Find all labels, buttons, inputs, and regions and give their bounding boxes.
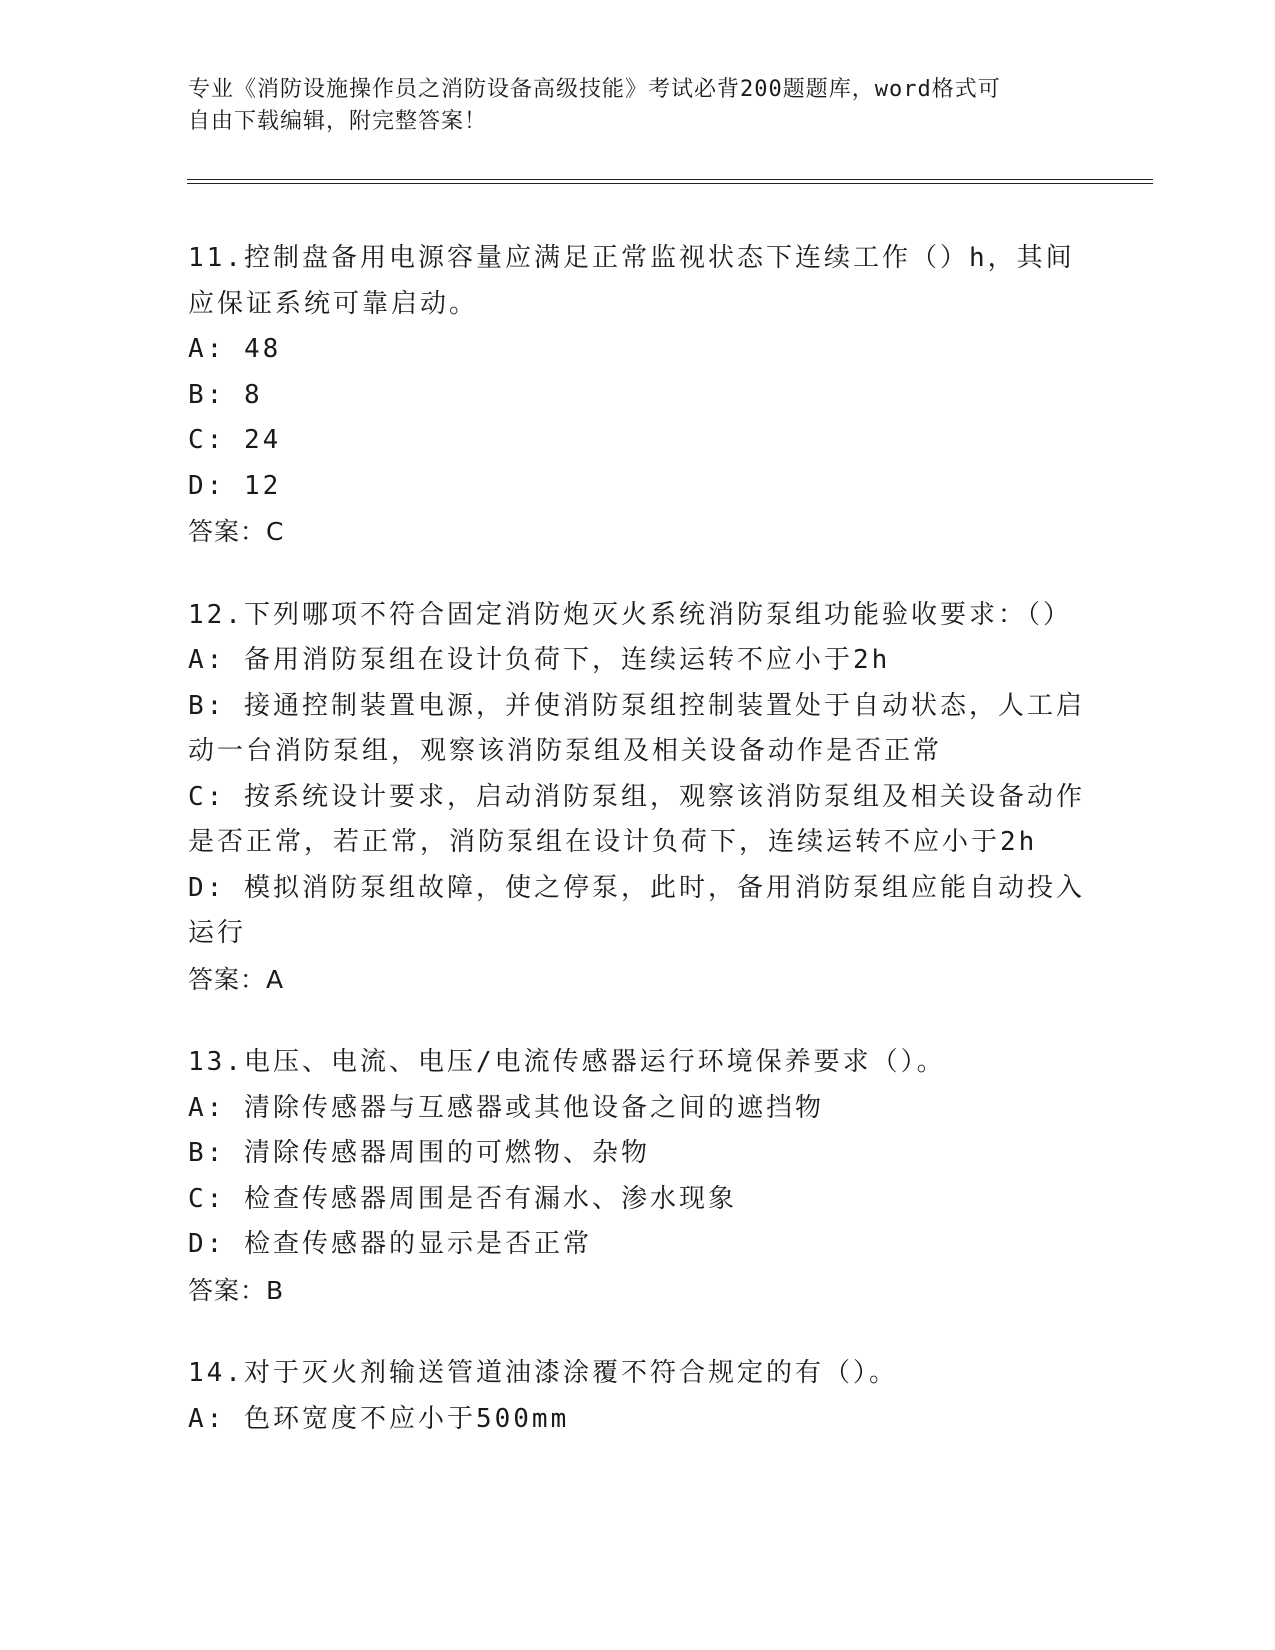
answer-text: 答案：C bbox=[188, 517, 285, 546]
header-line-2: 自由下载编辑，附完整答案！ bbox=[188, 109, 488, 134]
option-text: 是否正常，若正常，消防泵组在设计负荷下，连续运转不应小于2h bbox=[188, 827, 1038, 857]
option-text: D: 12 bbox=[188, 470, 282, 501]
option-text: D: 模拟消防泵组故障，使之停泵，此时，备用消防泵组应能自动投入 bbox=[188, 872, 1085, 903]
question-item bbox=[188, 236, 1088, 555]
option-text: A: 备用消防泵组在设计负荷下，连续运转不应小于2h bbox=[188, 645, 891, 675]
question-text: 11.控制盘备用电源容量应满足正常监视状态下连续工作（）h，其间 bbox=[188, 243, 1075, 273]
question-item bbox=[188, 593, 1088, 1003]
option-text: 运行 bbox=[188, 918, 247, 948]
header-line-1: 专业《消防设施操作员之消防设备高级技能》考试必背200题题库，word格式可 bbox=[188, 77, 1001, 102]
option-text: A: 清除传感器与互感器或其他设备之间的遮挡物 bbox=[188, 1092, 824, 1123]
question-text: 应保证系统可靠启动。 bbox=[188, 288, 479, 319]
question-text: 14.对于灭火剂输送管道油漆涂覆不符合规定的有（）。 bbox=[188, 1358, 898, 1388]
option-text: B: 清除传感器周围的可燃物、杂物 bbox=[188, 1138, 650, 1168]
option-text: C: 检查传感器周围是否有漏水、渗水现象 bbox=[188, 1183, 737, 1214]
option-text: B: 接通控制装置电源，并使消防泵组控制装置处于自动状态，人工启 bbox=[188, 690, 1085, 721]
question-text: 12.下列哪项不符合固定消防炮灭火系统消防泵组功能验收要求：（） bbox=[188, 599, 1072, 630]
option-text: A: 48 bbox=[188, 334, 282, 364]
question-item bbox=[188, 1040, 1088, 1313]
option-text: A: 色环宽度不应小于500mm bbox=[188, 1403, 570, 1434]
option-text: C: 按系统设计要求，启动消防泵组，观察该消防泵组及相关设备动作 bbox=[188, 781, 1085, 812]
option-text: 动一台消防泵组，观察该消防泵组及相关设备动作是否正常 bbox=[188, 736, 943, 766]
answer-text: 答案：B bbox=[188, 1275, 285, 1305]
header-divider bbox=[187, 179, 1153, 184]
question-item bbox=[188, 1351, 1088, 1442]
option-text: C: 24 bbox=[188, 425, 282, 455]
document-header bbox=[188, 74, 1078, 138]
question-text: 13.电压、电流、电压/电流传感器运行环境保养要求（）。 bbox=[188, 1047, 946, 1077]
option-text: B: 8 bbox=[188, 379, 263, 410]
answer-text: 答案：A bbox=[188, 964, 285, 994]
option-text: D: 检查传感器的显示是否正常 bbox=[188, 1229, 592, 1259]
question-list bbox=[188, 236, 1088, 1480]
